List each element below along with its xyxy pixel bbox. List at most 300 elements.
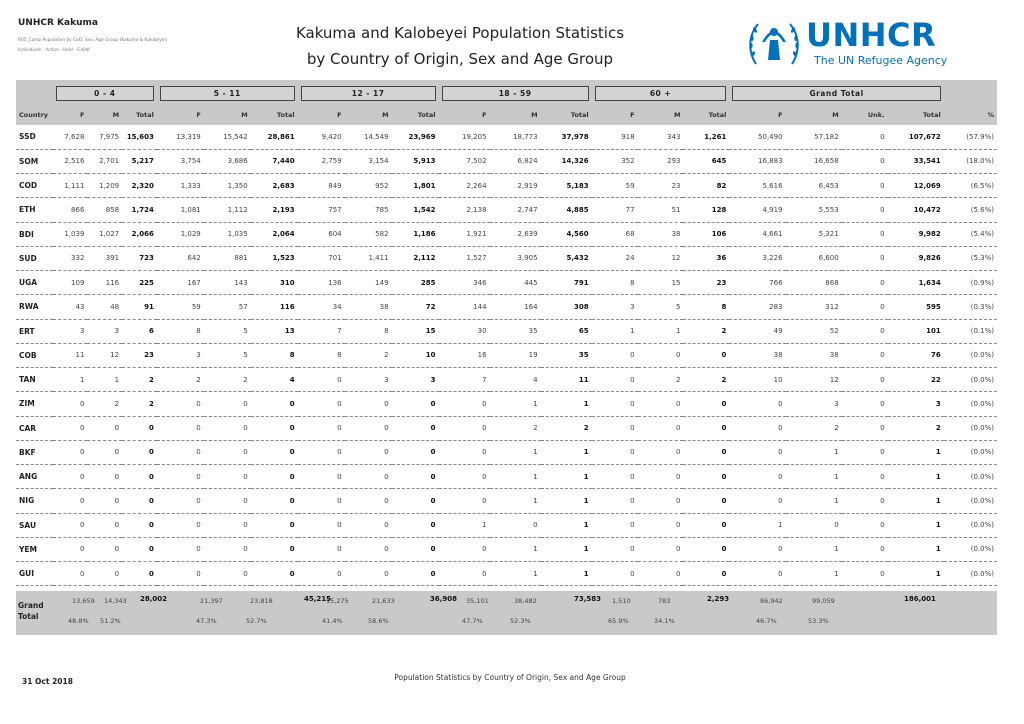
value-cell: 445 <box>490 271 541 295</box>
value-cell: 1,027 <box>87 222 122 246</box>
value-cell: 604 <box>298 222 345 246</box>
grand-total-count: 186,001 <box>904 595 936 603</box>
value-cell: 6,453 <box>786 174 842 198</box>
value-cell: 2,701 <box>87 149 122 173</box>
value-cell: 116 <box>251 295 298 319</box>
value-cell: 0 <box>87 513 122 537</box>
value-cell: 5,553 <box>786 198 842 222</box>
share-cell: (0.0%) <box>944 368 997 392</box>
value-cell: 595 <box>888 295 944 319</box>
value-cell: 343 <box>638 125 684 149</box>
value-cell: 2 <box>683 319 729 343</box>
share-cell: (0.0%) <box>944 416 997 440</box>
value-cell: 0 <box>842 465 888 489</box>
value-cell: 7 <box>298 319 345 343</box>
col-m: M <box>531 110 538 119</box>
grand-label-line-2: Total <box>18 612 39 621</box>
value-cell: 5,432 <box>541 246 592 270</box>
value-cell: 0 <box>298 392 345 416</box>
value-cell: 2 <box>888 416 944 440</box>
value-cell: 15 <box>392 319 439 343</box>
value-cell: 0 <box>251 562 298 586</box>
grand-male-count: 38,482 <box>514 597 537 605</box>
value-cell: 2,112 <box>392 246 439 270</box>
value-cell: 1,186 <box>392 222 439 246</box>
footer-note: Population Statistics by Country of Origin, Sex and Age Group <box>394 673 626 682</box>
share-cell: (0.0%) <box>944 465 997 489</box>
share-cell: (0.0%) <box>944 392 997 416</box>
grand-male-share: 52.7% <box>246 617 267 625</box>
value-cell: 3,905 <box>490 246 541 270</box>
value-cell: 723 <box>122 246 157 270</box>
value-cell: 2,064 <box>251 222 298 246</box>
value-cell: 0 <box>53 537 88 561</box>
value-cell: 136 <box>298 271 345 295</box>
value-cell: 0 <box>683 343 729 367</box>
country-code: ERT <box>16 319 53 343</box>
value-cell: 0 <box>204 440 251 464</box>
table-row <box>16 246 997 270</box>
share-cell: (0.0%) <box>944 440 997 464</box>
unhcr-logo <box>746 16 956 72</box>
value-cell: 16,658 <box>786 149 842 173</box>
grand-total-count: 73,583 <box>574 595 602 603</box>
col-unk: Unk. <box>867 110 885 119</box>
value-cell: 0 <box>392 537 439 561</box>
value-cell: 0 <box>683 416 729 440</box>
value-cell: 952 <box>345 174 392 198</box>
value-cell: 0 <box>592 392 638 416</box>
value-cell: 858 <box>87 198 122 222</box>
value-cell: 59 <box>157 295 204 319</box>
value-cell: 143 <box>204 271 251 295</box>
grand-female-share: 47.7% <box>462 617 483 625</box>
value-cell: 11 <box>541 368 592 392</box>
value-cell: 866 <box>53 198 88 222</box>
value-cell: 0 <box>392 416 439 440</box>
value-cell: 91 <box>122 295 157 319</box>
col-f: F <box>79 110 85 119</box>
value-cell: 0 <box>683 513 729 537</box>
share-cell: (57.9%) <box>944 125 997 149</box>
country-code: GUI <box>16 562 53 586</box>
value-cell: 8 <box>298 343 345 367</box>
col-m: M <box>832 110 839 119</box>
value-cell: 15,542 <box>204 125 251 149</box>
value-cell: 2 <box>87 392 122 416</box>
logo-wordmark: UNHCR <box>806 16 937 54</box>
value-cell: 0 <box>842 513 888 537</box>
value-cell: 0 <box>53 562 88 586</box>
value-cell: 0 <box>439 465 490 489</box>
value-cell: 225 <box>122 271 157 295</box>
value-cell: 18,773 <box>490 125 541 149</box>
value-cell: 1,801 <box>392 174 439 198</box>
value-cell: 0 <box>638 416 684 440</box>
value-cell: 2 <box>541 416 592 440</box>
value-cell: 3 <box>157 343 204 367</box>
logo-tagline: The UN Refugee Agency <box>814 54 948 67</box>
value-cell: 7,502 <box>439 149 490 173</box>
value-cell: 308 <box>541 295 592 319</box>
value-cell: 2 <box>122 368 157 392</box>
value-cell: 167 <box>157 271 204 295</box>
value-cell: 24 <box>592 246 638 270</box>
value-cell: 2 <box>683 368 729 392</box>
value-cell: 391 <box>87 246 122 270</box>
value-cell: 7,440 <box>251 149 298 173</box>
table-row <box>16 319 997 343</box>
age-group-row <box>16 82 997 104</box>
col-total: Total <box>922 110 941 119</box>
value-cell: 16,883 <box>729 149 785 173</box>
value-cell: 2 <box>345 343 392 367</box>
value-cell: 283 <box>729 295 785 319</box>
value-cell: 5 <box>204 319 251 343</box>
value-cell: 14,549 <box>345 125 392 149</box>
grand-total-label <box>18 600 44 622</box>
value-cell: 0 <box>786 513 842 537</box>
value-cell: 3,154 <box>345 149 392 173</box>
country-code: BDI <box>16 222 53 246</box>
value-cell: 0 <box>842 562 888 586</box>
value-cell: 128 <box>683 198 729 222</box>
value-cell: 310 <box>251 271 298 295</box>
table-row <box>16 465 997 489</box>
report-title <box>240 20 680 72</box>
office-name: UNHCR Kakuma <box>18 18 98 28</box>
country-code: COB <box>16 343 53 367</box>
value-cell: 332 <box>53 246 88 270</box>
table-row <box>16 537 997 561</box>
value-cell: 1,333 <box>157 174 204 198</box>
value-cell: 1 <box>638 319 684 343</box>
value-cell: 12 <box>786 368 842 392</box>
value-cell: 10 <box>392 343 439 367</box>
value-cell: 1,081 <box>157 198 204 222</box>
table-row <box>16 368 997 392</box>
value-cell: 2 <box>786 416 842 440</box>
table-row <box>16 295 997 319</box>
value-cell: 0 <box>157 392 204 416</box>
grand-male-share: 52.3% <box>510 617 531 625</box>
value-cell: 30 <box>439 319 490 343</box>
value-cell: 0 <box>345 392 392 416</box>
value-cell: 1 <box>888 489 944 513</box>
col-f: F <box>337 110 342 119</box>
value-cell: 1 <box>490 392 541 416</box>
value-cell: 0 <box>683 489 729 513</box>
value-cell: 9,982 <box>888 222 944 246</box>
value-cell: 0 <box>729 392 785 416</box>
value-cell: 0 <box>392 489 439 513</box>
value-cell: 9,826 <box>888 246 944 270</box>
value-cell: 2 <box>638 368 684 392</box>
value-cell: 0 <box>87 537 122 561</box>
value-cell: 0 <box>87 440 122 464</box>
grand-total-count: 28,002 <box>140 595 168 603</box>
value-cell: 0 <box>392 392 439 416</box>
grand-total-count: 45,215 <box>304 595 332 603</box>
value-cell: 23 <box>638 174 684 198</box>
value-cell: 0 <box>842 246 888 270</box>
country-code: YEM <box>16 537 53 561</box>
value-cell: 0 <box>53 513 88 537</box>
value-cell: 8 <box>251 343 298 367</box>
value-cell: 0 <box>439 562 490 586</box>
value-cell: 0 <box>157 440 204 464</box>
grand-female-share: 65.9% <box>608 617 629 625</box>
value-cell: 0 <box>251 416 298 440</box>
value-cell: 11 <box>53 343 88 367</box>
value-cell: 2,683 <box>251 174 298 198</box>
value-cell: 38 <box>729 343 785 367</box>
value-cell: 48 <box>87 295 122 319</box>
value-cell: 43 <box>53 295 88 319</box>
country-code: ZIM <box>16 392 53 416</box>
value-cell: 23 <box>683 271 729 295</box>
value-cell: 0 <box>251 513 298 537</box>
grand-female-count: 35,101 <box>466 597 489 605</box>
value-cell: 0 <box>842 537 888 561</box>
country-code: SAU <box>16 513 53 537</box>
value-cell: 918 <box>592 125 638 149</box>
value-cell: 0 <box>842 440 888 464</box>
table-row <box>16 174 997 198</box>
country-code: TAN <box>16 368 53 392</box>
value-cell: 645 <box>683 149 729 173</box>
value-cell: 7 <box>439 368 490 392</box>
table-row <box>16 222 997 246</box>
value-cell: 0 <box>122 465 157 489</box>
table-row <box>16 513 997 537</box>
value-cell: 0 <box>592 416 638 440</box>
col-pct: % <box>987 110 994 119</box>
value-cell: 0 <box>729 562 785 586</box>
share-cell: (0.1%) <box>944 319 997 343</box>
value-cell: 0 <box>345 537 392 561</box>
value-cell: 23 <box>122 343 157 367</box>
grand-female-share: 48.8% <box>68 617 89 625</box>
grand-male-share: 58.6% <box>368 617 389 625</box>
value-cell: 1 <box>490 465 541 489</box>
grand-male-count: 99,059 <box>812 597 835 605</box>
value-cell: 1,411 <box>345 246 392 270</box>
value-cell: 0 <box>592 440 638 464</box>
value-cell: 49 <box>729 319 785 343</box>
value-cell: 3 <box>786 392 842 416</box>
value-cell: 12 <box>87 343 122 367</box>
value-cell: 149 <box>345 271 392 295</box>
value-cell: 2,759 <box>298 149 345 173</box>
value-cell: 1,029 <box>157 222 204 246</box>
value-cell: 12,069 <box>888 174 944 198</box>
value-cell: 0 <box>157 537 204 561</box>
value-cell: 0 <box>251 392 298 416</box>
share-cell: (5.4%) <box>944 222 997 246</box>
value-cell: 0 <box>490 513 541 537</box>
value-cell: 0 <box>729 416 785 440</box>
value-cell: 2,516 <box>53 149 88 173</box>
value-cell: 3 <box>888 392 944 416</box>
share-cell: (0.0%) <box>944 489 997 513</box>
value-cell: 22 <box>888 368 944 392</box>
value-cell: 1,921 <box>439 222 490 246</box>
value-cell: 15 <box>638 271 684 295</box>
value-cell: 6 <box>122 319 157 343</box>
value-cell: 0 <box>53 440 88 464</box>
value-cell: 35 <box>490 319 541 343</box>
value-cell: 38 <box>638 222 684 246</box>
value-cell: 37,978 <box>541 125 592 149</box>
value-cell: 0 <box>53 465 88 489</box>
value-cell: 0 <box>157 513 204 537</box>
value-cell: 35 <box>541 343 592 367</box>
value-cell: 0 <box>87 562 122 586</box>
value-cell: 0 <box>298 537 345 561</box>
country-code: COD <box>16 174 53 198</box>
value-cell: 0 <box>592 513 638 537</box>
age-group-12-17: 12 - 17 <box>301 86 436 101</box>
table-row <box>16 392 997 416</box>
value-cell: 0 <box>298 368 345 392</box>
value-cell: 1,261 <box>683 125 729 149</box>
grand-male-count: 23,818 <box>250 597 273 605</box>
value-cell: 0 <box>842 368 888 392</box>
value-cell: 5 <box>638 295 684 319</box>
value-cell: 0 <box>204 513 251 537</box>
value-cell: 68 <box>592 222 638 246</box>
share-cell: (0.9%) <box>944 271 997 295</box>
value-cell: 3,754 <box>157 149 204 173</box>
value-cell: 0 <box>345 416 392 440</box>
value-cell: 0 <box>638 392 684 416</box>
grand-female-count: 21,397 <box>200 597 223 605</box>
value-cell: 346 <box>439 271 490 295</box>
value-cell: 33,541 <box>888 149 944 173</box>
value-cell: 23,969 <box>392 125 439 149</box>
value-cell: 5,616 <box>729 174 785 198</box>
value-cell: 72 <box>392 295 439 319</box>
col-total: Total <box>136 110 154 119</box>
share-cell: (5.6%) <box>944 198 997 222</box>
table-row <box>16 198 997 222</box>
share-cell: (0.0%) <box>944 537 997 561</box>
country-code: SOM <box>16 149 53 173</box>
value-cell: 4,885 <box>541 198 592 222</box>
value-cell: 2,138 <box>439 198 490 222</box>
value-cell: 0 <box>729 489 785 513</box>
value-cell: 2 <box>122 392 157 416</box>
value-cell: 8 <box>683 295 729 319</box>
value-cell: 4 <box>251 368 298 392</box>
col-total: Total <box>708 110 727 119</box>
value-cell: 10 <box>729 368 785 392</box>
value-cell: 9,420 <box>298 125 345 149</box>
value-cell: 0 <box>392 562 439 586</box>
value-cell: 293 <box>638 149 684 173</box>
value-cell: 0 <box>729 465 785 489</box>
col-m: M <box>382 110 389 119</box>
value-cell: 0 <box>439 392 490 416</box>
value-cell: 0 <box>53 392 88 416</box>
value-cell: 0 <box>842 271 888 295</box>
value-cell: 16 <box>439 343 490 367</box>
value-cell: 701 <box>298 246 345 270</box>
value-cell: 6,600 <box>786 246 842 270</box>
value-cell: 0 <box>157 416 204 440</box>
value-cell: 0 <box>638 562 684 586</box>
value-cell: 1 <box>888 537 944 561</box>
value-cell: 14,326 <box>541 149 592 173</box>
value-cell: 8 <box>157 319 204 343</box>
country-code: SUD <box>16 246 53 270</box>
value-cell: 57,182 <box>786 125 842 149</box>
table-row <box>16 271 997 295</box>
value-cell: 76 <box>888 343 944 367</box>
value-cell: 5,183 <box>541 174 592 198</box>
value-cell: 0 <box>592 562 638 586</box>
country-code: CAR <box>16 416 53 440</box>
value-cell: 116 <box>87 271 122 295</box>
country-code: BKF <box>16 440 53 464</box>
value-cell: 0 <box>53 416 88 440</box>
value-cell: 0 <box>683 562 729 586</box>
value-cell: 1,724 <box>122 198 157 222</box>
value-cell: 1,112 <box>204 198 251 222</box>
value-cell: 38 <box>345 295 392 319</box>
value-cell: 0 <box>592 343 638 367</box>
share-cell: (0.3%) <box>944 295 997 319</box>
value-cell: 0 <box>638 513 684 537</box>
value-cell: 3 <box>592 295 638 319</box>
value-cell: 4,560 <box>541 222 592 246</box>
value-cell: 1 <box>888 513 944 537</box>
value-cell: 0 <box>298 562 345 586</box>
value-cell: 881 <box>204 246 251 270</box>
value-cell: 0 <box>842 343 888 367</box>
value-cell: 3 <box>87 319 122 343</box>
footer-date: 31 Oct 2018 <box>22 677 73 686</box>
age-group-grand-total: Grand Total <box>732 86 940 101</box>
value-cell: 8 <box>592 271 638 295</box>
value-cell: 0 <box>592 368 638 392</box>
value-cell: 791 <box>541 271 592 295</box>
value-cell: 1 <box>729 513 785 537</box>
value-cell: 19,205 <box>439 125 490 149</box>
value-cell: 0 <box>842 174 888 198</box>
value-cell: 3 <box>345 368 392 392</box>
value-cell: 2 <box>157 368 204 392</box>
value-cell: 0 <box>345 562 392 586</box>
value-cell: 849 <box>298 174 345 198</box>
value-cell: 868 <box>786 271 842 295</box>
value-cell: 0 <box>157 562 204 586</box>
value-cell: 1,035 <box>204 222 251 246</box>
value-cell: 0 <box>392 440 439 464</box>
value-cell: 0 <box>638 537 684 561</box>
value-cell: 7,628 <box>53 125 88 149</box>
value-cell: 0 <box>842 198 888 222</box>
value-cell: 0 <box>204 562 251 586</box>
grand-female-count: 86,942 <box>760 597 783 605</box>
value-cell: 0 <box>842 295 888 319</box>
value-cell: 1 <box>490 537 541 561</box>
value-cell: 109 <box>53 271 88 295</box>
value-cell: 1 <box>786 562 842 586</box>
value-cell: 0 <box>204 416 251 440</box>
value-cell: 0 <box>204 489 251 513</box>
